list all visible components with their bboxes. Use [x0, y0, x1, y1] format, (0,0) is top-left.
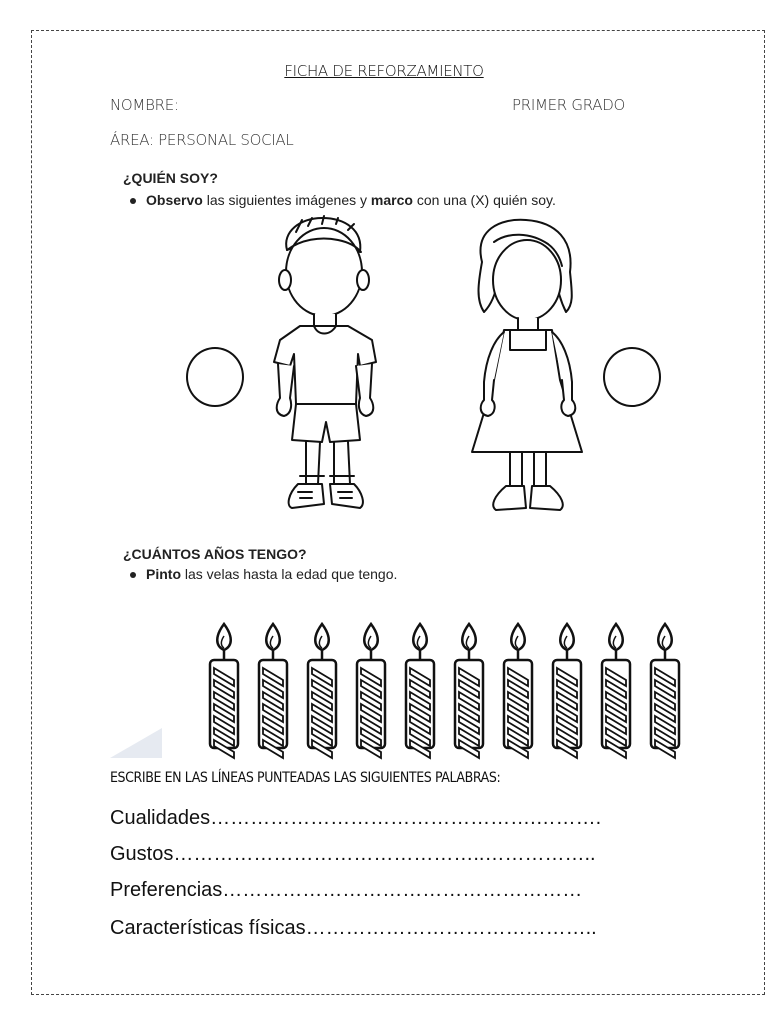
candle-icon[interactable] — [259, 624, 287, 758]
instruction-text: con una (X) quién soy. — [412, 192, 556, 208]
boy-figure-icon — [274, 216, 376, 508]
candle-icon[interactable] — [308, 624, 336, 758]
candle-icon[interactable] — [651, 624, 679, 758]
candle-icon[interactable] — [357, 624, 385, 758]
name-label: NOMBRE: — [110, 96, 179, 114]
candles-row — [0, 610, 768, 760]
worksheet-title: FICHA DE REFORZAMIENTO — [284, 62, 484, 80]
girl-figure-icon — [472, 220, 582, 510]
candle-icon[interactable] — [210, 624, 238, 758]
instruction-text: las velas hasta la edad que tengo. — [181, 566, 398, 582]
grade-label: PRIMER GRADO — [512, 96, 625, 114]
candle-icon[interactable] — [602, 624, 630, 758]
candle-icon[interactable] — [553, 624, 581, 758]
write-line-physical-traits[interactable]: Características físicas…………………………………….. — [110, 917, 597, 939]
instruction-bold-observo: Observo — [146, 192, 203, 208]
candle-icon[interactable] — [504, 624, 532, 758]
how-old-heading: ¿CUÁNTOS AÑOS TENGO? — [123, 546, 307, 562]
how-old-instruction — [130, 566, 397, 582]
instruction-bold-pinto: Pinto — [146, 566, 181, 582]
candle-icon[interactable] — [406, 624, 434, 758]
bullet-icon — [130, 572, 136, 578]
write-line-preferences[interactable]: Preferencias……………………………………………… — [110, 879, 583, 901]
who-am-i-heading: ¿QUIÉN SOY? — [123, 170, 218, 186]
instruction-bold-marco: marco — [370, 192, 413, 208]
write-line-qualities[interactable]: Cualidades………………………………………….………. — [110, 807, 602, 829]
candle-icon[interactable] — [455, 624, 483, 758]
area-label: ÁREA: PERSONAL SOCIAL — [110, 131, 294, 149]
instruction-text: las siguientes imágenes y — [202, 192, 371, 208]
writing-instruction: ESCRIBE EN LAS LÍNEAS PUNTEADAS LAS SIGUIENTES PALABRAS: — [110, 770, 501, 786]
write-line-likes[interactable]: Gustos………………………………………..…………….. — [110, 843, 596, 865]
